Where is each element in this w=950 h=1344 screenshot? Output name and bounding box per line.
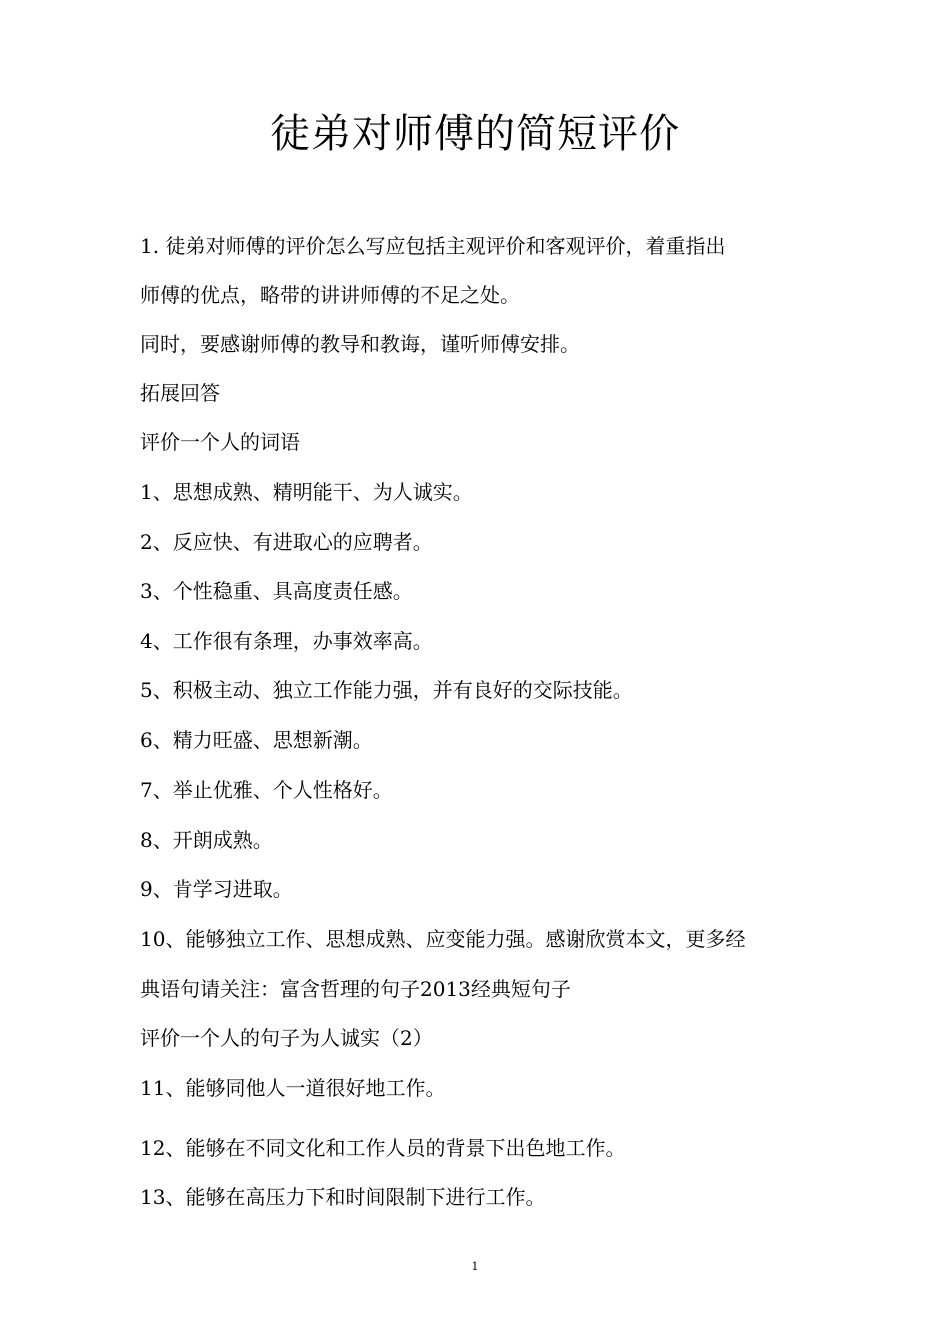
text-line: 典语句请关注：富含哲理的句子2013经典短句子 [140,977,571,1001]
list-item: 11、能够同他人一道很好地工作。 [140,1076,446,1100]
list-item: 3、个性稳重、具高度责任感。 [140,579,413,603]
list-item: 8、开朗成熟。 [140,828,273,852]
text-line: 评价一个人的词语 [140,430,300,454]
page-number: 1 [471,1260,479,1273]
list-item: 10、能够独立工作、思想成熟、应变能力强。感谢欣赏本文，更多经 [140,927,746,951]
list-item: 9、肯学习进取。 [140,877,293,901]
list-item: 1、思想成熟、精明能干、为人诚实。 [140,480,473,504]
list-item: 7、举止优雅、个人性格好。 [140,778,393,802]
list-item: 2、反应快、有进取心的应聘者。 [140,530,433,554]
text-line: 拓展回答 [140,381,220,405]
list-item: 5、积极主动、独立工作能力强，并有良好的交际技能。 [140,678,633,702]
text-line: 1. 徒弟对师傅的评价怎么写应包括主观评价和客观评价，着重指出 [140,234,726,258]
page-title: 徒弟对师傅的简短评价 [270,111,680,157]
list-item: 6、精力旺盛、思想新潮。 [140,728,373,752]
text-line: 评价一个人的句子为人诚实（2） [140,1026,433,1050]
text-line: 同时，要感谢师傅的教导和教诲，谨听师傅安排。 [140,332,580,356]
list-item: 13、能够在高压力下和时间限制下进行工作。 [140,1185,546,1209]
list-item: 4、工作很有条理，办事效率高。 [140,629,433,653]
text-line: 师傅的优点，略带的讲讲师傅的不足之处。 [140,283,520,307]
list-item: 12、能够在不同文化和工作人员的背景下出色地工作。 [140,1136,626,1160]
